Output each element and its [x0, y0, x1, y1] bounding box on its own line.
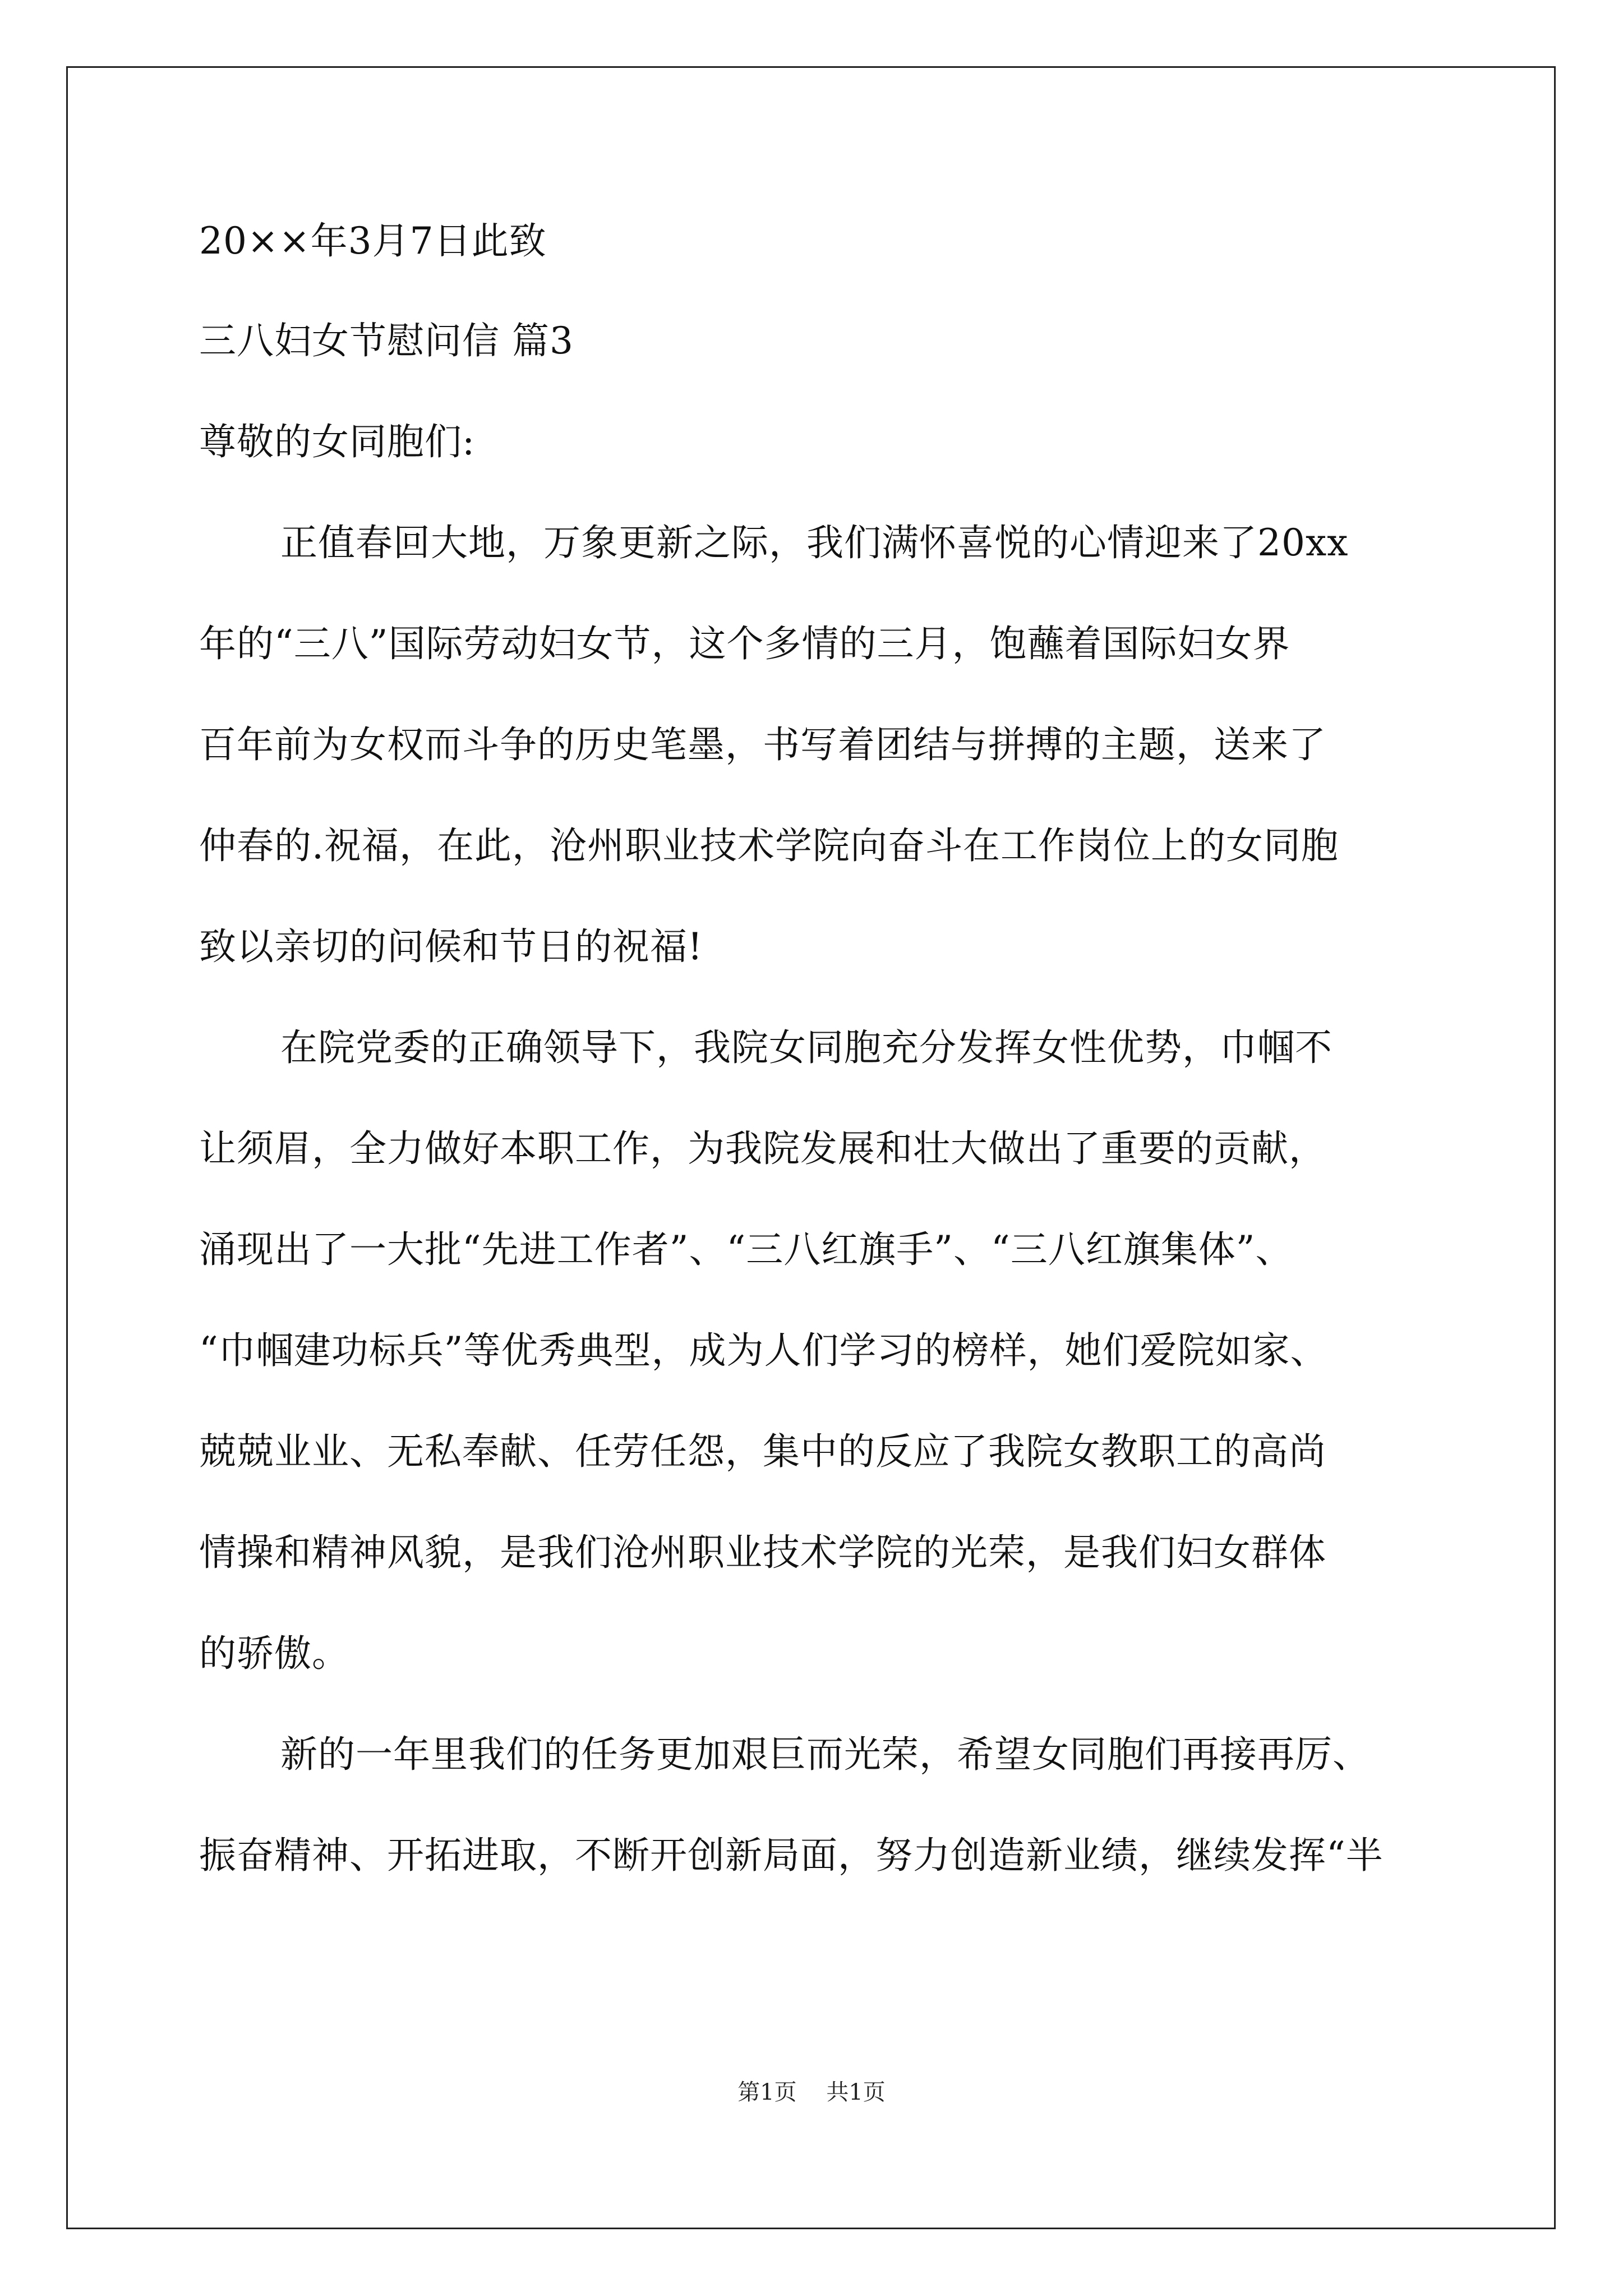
text-line: 仲春的.祝福，在此，沧州职业技术学院向奋斗在工作岗位上的女同胞 — [199, 824, 1339, 867]
text-line: 在院党委的正确领导下，我院女同胞充分发挥女性优势，巾帼不 — [280, 1026, 1332, 1069]
text-line: 正值春回大地，万象更新之际，我们满怀喜悦的心情迎来了20xx — [280, 521, 1349, 564]
page-number: 第1页 — [737, 2079, 797, 2105]
text-line: 兢兢业业、无私奉献、任劳任怨，集中的反应了我院女教职工的高尚 — [199, 1430, 1326, 1473]
text-line: “巾帼建功标兵”等优秀典型，成为人们学习的榜样，她们爱院如家、 — [199, 1329, 1328, 1372]
page-total: 共1页 — [826, 2079, 886, 2105]
text-line: 年的“三八”国际劳动妇女节，这个多情的三月，饱蘸着国际妇女界 — [199, 622, 1290, 665]
text-line-title: 三八妇女节慰问信 篇3 — [199, 319, 574, 362]
text-line: 振奋精神、开拓进取，不断开创新局面，努力创造新业绩，继续发挥“半 — [199, 1834, 1384, 1877]
text-line: 新的一年里我们的任务更加艰巨而光荣，希望女同胞们再接再厉、 — [280, 1733, 1370, 1776]
text-line-salutation: 尊敬的女同胞们: — [199, 420, 476, 463]
text-line: 百年前为女权而斗争的历史笔墨，书写着团结与拼搏的主题，送来了 — [199, 723, 1326, 766]
text-line: 情操和精神风貌，是我们沧州职业技术学院的光荣，是我们妇女群体 — [199, 1531, 1326, 1574]
text-line: 涌现出了一大批“先进工作者”、“三八红旗手”、“三八红旗集体”、 — [199, 1228, 1293, 1271]
text-line: 致以亲切的问候和节日的祝福! — [199, 925, 703, 968]
text-line: 的骄傲。 — [199, 1632, 349, 1675]
text-line-date: 20××年3月7日此致 — [199, 219, 547, 263]
page-footer — [0, 2079, 1623, 2106]
text-line: 让须眉，全力做好本职工作，为我院发展和壮大做出了重要的贡献， — [199, 1127, 1326, 1170]
